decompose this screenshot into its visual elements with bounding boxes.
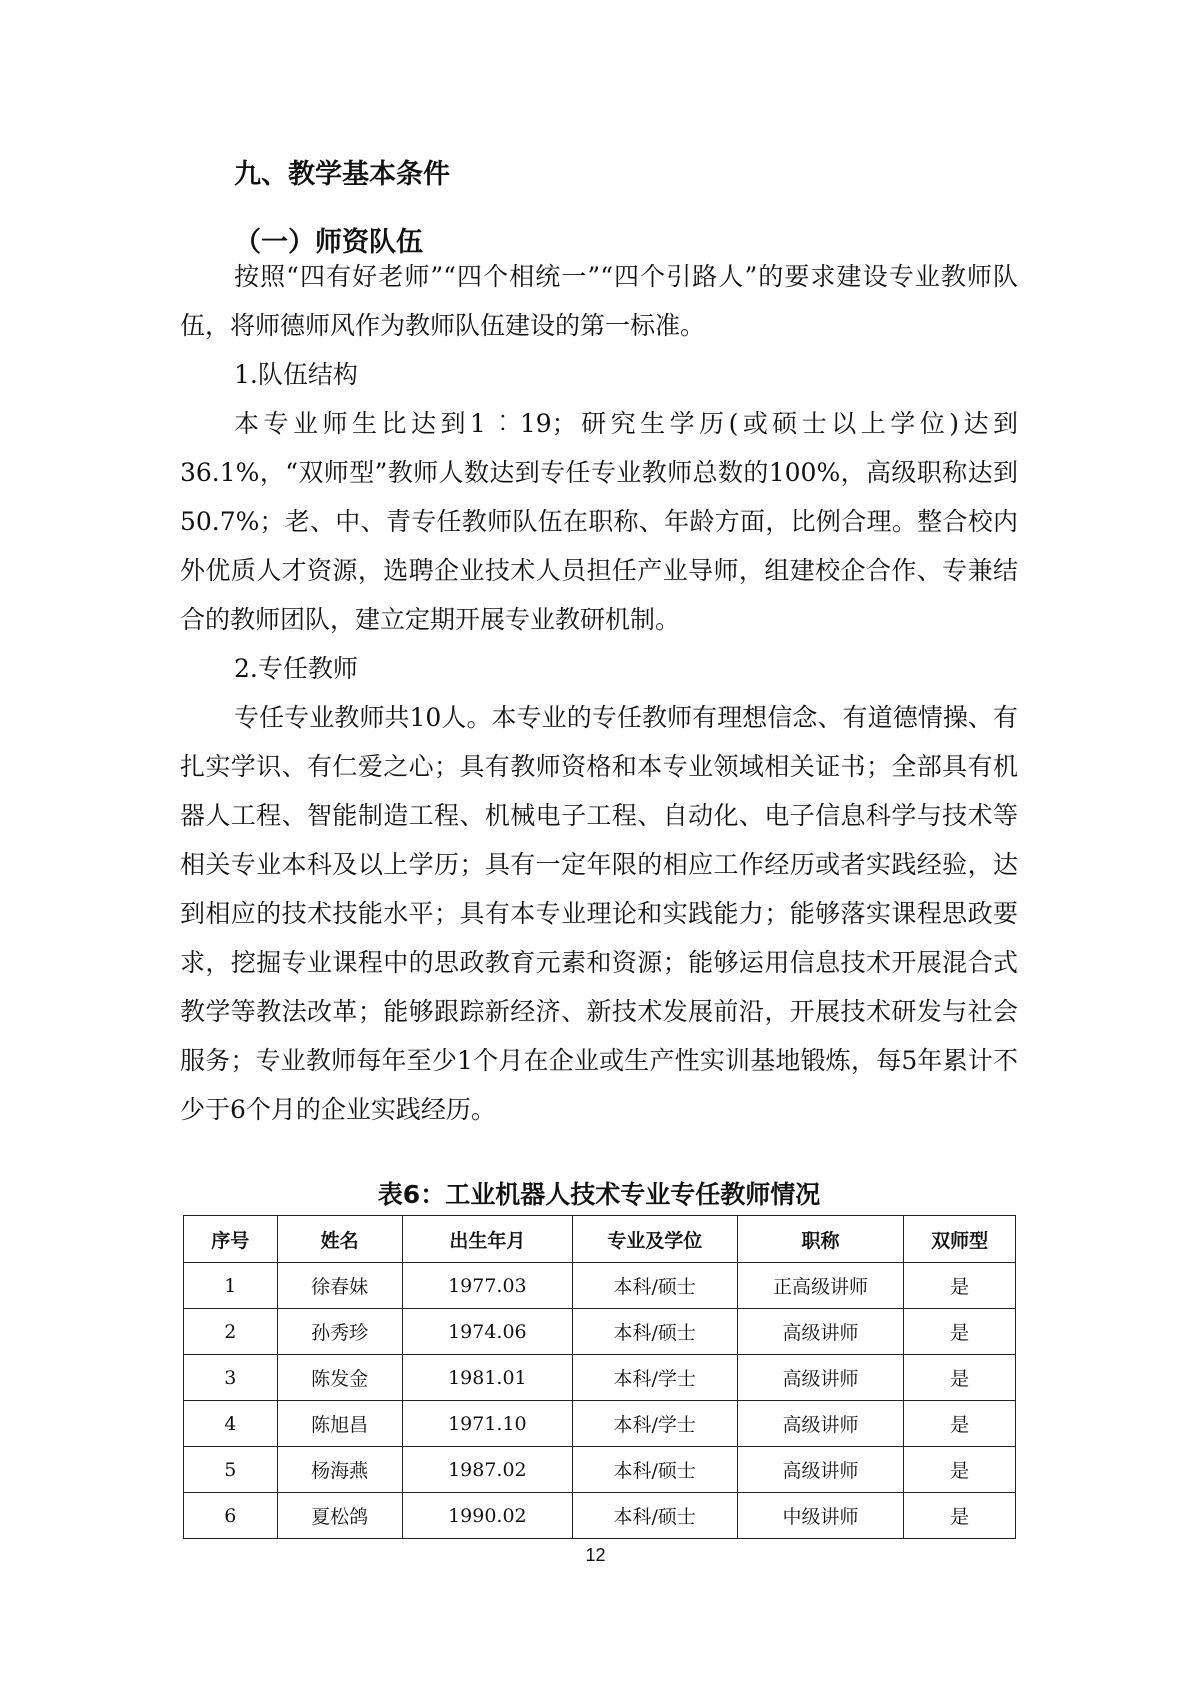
intro-paragraph: 按照“四有好老师”“四个相统一”“四个引路人”的要求建设专业教师队伍，将师德师风作为教师队伍建设的第一标准。 xyxy=(180,262,1018,340)
section1-paragraph: 本专业师生比达到1︰19；研究生学历(或硕士以上学位)达到36.1%，“双师型”教师人数达到专任专业教师总数的100%，高级职称达到50.7%；老、中、青专任教师队伍在职称、年龄方面，比例合理。整合校内外优质人才资源，选聘企业技术人员担任产业导师，组建校企合作、专兼结合的教师团队，建立定期开展专业教研机制。 xyxy=(180,409,1018,634)
table-row xyxy=(184,1309,1016,1355)
subsection-heading: （一）师资队伍 xyxy=(234,227,423,258)
table-cell: 孙秀珍 xyxy=(277,1309,402,1355)
header-cell: 专业及学位 xyxy=(572,1216,737,1263)
table-cell: 陈发金 xyxy=(277,1355,402,1401)
table-cell: 正高级讲师 xyxy=(737,1263,904,1309)
table-row xyxy=(184,1493,1016,1539)
table-caption: 表6：工业机器人技术专业专任教师情况 xyxy=(377,1180,821,1209)
table-cell: 本科/学士 xyxy=(572,1355,737,1401)
table-cell: 1 xyxy=(184,1263,278,1309)
table-cell: 陈旭昌 xyxy=(277,1401,402,1447)
table-cell: 1990.02 xyxy=(402,1493,572,1539)
table-cell: 是 xyxy=(904,1401,1016,1447)
table-cell: 1977.03 xyxy=(402,1263,572,1309)
table-cell: 本科/学士 xyxy=(572,1401,737,1447)
header-cell: 姓名 xyxy=(277,1216,402,1263)
table-cell: 2 xyxy=(184,1309,278,1355)
table-cell: 是 xyxy=(904,1447,1016,1493)
table-cell: 高级讲师 xyxy=(737,1309,904,1355)
table-row xyxy=(184,1355,1016,1401)
section1-title: 1.队伍结构 xyxy=(234,360,358,389)
table-cell: 1987.02 xyxy=(402,1447,572,1493)
table-cell: 高级讲师 xyxy=(737,1355,904,1401)
table-cell: 是 xyxy=(904,1355,1016,1401)
header-cell: 双师型 xyxy=(904,1216,1016,1263)
header-cell: 出生年月 xyxy=(402,1216,572,1263)
table-cell: 徐春妹 xyxy=(277,1263,402,1309)
table-cell: 高级讲师 xyxy=(737,1401,904,1447)
table-cell: 高级讲师 xyxy=(737,1447,904,1493)
table-header-row xyxy=(184,1216,1016,1263)
table-row xyxy=(184,1263,1016,1309)
table-cell: 是 xyxy=(904,1309,1016,1355)
header-cell: 职称 xyxy=(737,1216,904,1263)
table-cell: 本科/硕士 xyxy=(572,1263,737,1309)
teacher-table xyxy=(183,1215,1016,1539)
table-row xyxy=(184,1401,1016,1447)
table-cell: 夏松鸽 xyxy=(277,1493,402,1539)
table-cell: 1971.10 xyxy=(402,1401,572,1447)
table-cell: 本科/硕士 xyxy=(572,1447,737,1493)
table-row xyxy=(184,1447,1016,1493)
table-cell: 4 xyxy=(184,1401,278,1447)
section2-paragraph: 专任专业教师共10人。本专业的专任教师有理想信念、有道德情操、有扎实学识、有仁爱之心；具有教师资格和本专业领域相关证书；全部具有机器人工程、智能制造工程、机械电子工程、自动化、电子信息科学与技术等相关专业本科及以上学历；具有一定年限的相应工作经历或者实践经验，达到相应的技术技能水平；具有本专业理论和实践能力；能够落实课程思政要求，挖掘专业课程中的思政教育元素和资源；能够运用信息技术开展混合式教学等教法改革；能够跟踪新经济、新技术发展前沿，开展技术研发与社会服务；专业教师每年至少1个月在企业或生产性实训基地锻炼，每5年累计不少于6个月的企业实践经历。 xyxy=(180,703,1018,1124)
table-cell: 中级讲师 xyxy=(737,1493,904,1539)
table-cell: 本科/硕士 xyxy=(572,1493,737,1539)
section2-title: 2.专任教师 xyxy=(234,654,358,683)
table-cell: 6 xyxy=(184,1493,278,1539)
table-cell: 是 xyxy=(904,1263,1016,1309)
table-cell: 3 xyxy=(184,1355,278,1401)
table-cell: 1981.01 xyxy=(402,1355,572,1401)
table-cell: 5 xyxy=(184,1447,278,1493)
header-cell: 序号 xyxy=(184,1216,278,1263)
table-cell: 1974.06 xyxy=(402,1309,572,1355)
table-cell: 本科/硕士 xyxy=(572,1309,737,1355)
page-number: 12 xyxy=(585,1545,606,1565)
table-cell: 杨海燕 xyxy=(277,1447,402,1493)
section-heading: 九、教学基本条件 xyxy=(234,159,450,190)
table-cell: 是 xyxy=(904,1493,1016,1539)
